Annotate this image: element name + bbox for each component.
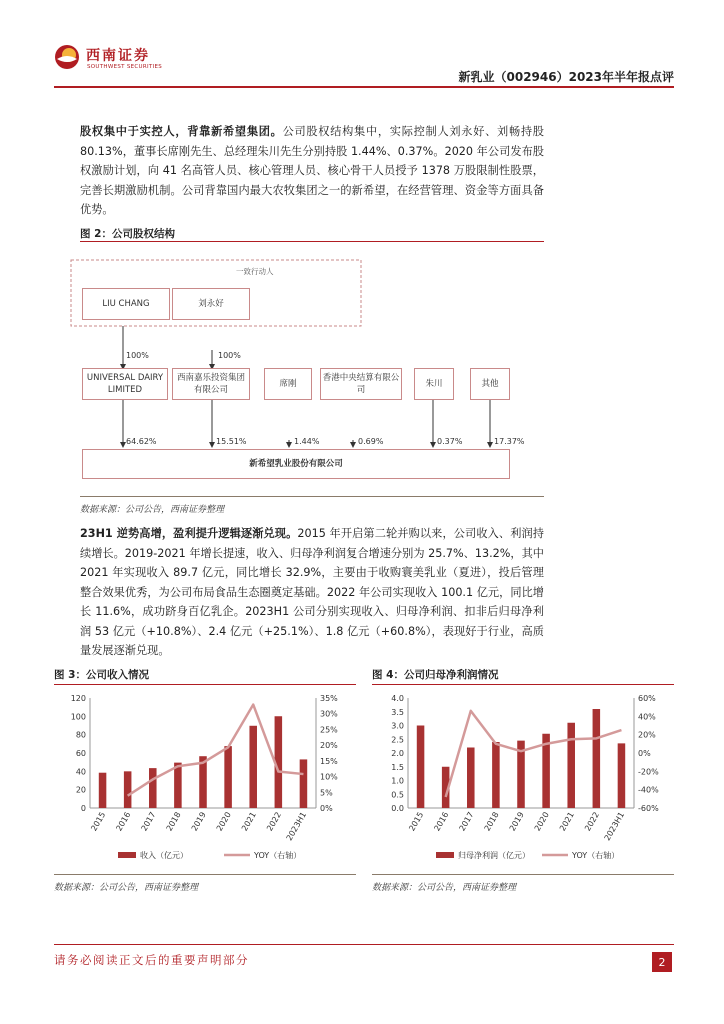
revenue-right-tick-label: 25% — [320, 725, 338, 735]
revenue-chart — [54, 688, 356, 870]
profit-left-tick-label: 0.5 — [391, 790, 404, 800]
revenue-left-tick-label: 80 — [75, 730, 86, 740]
revenue-category-label: 2022 — [265, 810, 284, 833]
revenue-category-label: 2019 — [189, 810, 208, 833]
profit-right-tick-label: 20% — [638, 730, 656, 740]
revenue-legend-bar-label: 收入（亿元） — [140, 851, 188, 860]
revenue-bar — [224, 746, 232, 808]
revenue-category-label: 2017 — [139, 810, 158, 833]
paragraph-growth — [80, 524, 544, 661]
concerted-action-label: 一致行动人 — [236, 267, 274, 276]
revenue-legend-bar-swatch — [118, 852, 136, 858]
revenue-right-tick-label: 0% — [320, 804, 333, 813]
profit-category-label: 2023H1 — [602, 810, 627, 843]
profit-right-tick-label: -60% — [638, 804, 659, 813]
profit-legend-bar-label: 归母净利润（亿元） — [458, 851, 530, 860]
revenue-category-label: 2015 — [89, 810, 108, 833]
profit-left-tick-label: 3.5 — [391, 707, 404, 717]
profit-left-tick-label: 1.5 — [391, 762, 404, 772]
profit-left-tick-label: 0.0 — [391, 804, 404, 813]
pct-hkscc: 0.69% — [358, 437, 384, 446]
revenue-bar — [124, 771, 132, 808]
profit-category-label: 2016 — [432, 810, 451, 833]
revenue-bar — [249, 726, 257, 808]
page-number: 2 — [652, 952, 672, 972]
profit-category-label: 2018 — [482, 810, 501, 833]
figure-2-top-rule — [80, 241, 544, 242]
revenue-bar — [174, 763, 182, 808]
profit-bar — [467, 748, 475, 809]
revenue-category-label: 2021 — [239, 810, 258, 833]
profit-left-tick-label: 3.0 — [391, 721, 404, 731]
box-universal-dairy: UNIVERSAL DAIRY LIMITED — [82, 368, 168, 400]
figure-4-source: 数据来源：公司公告，西南证券整理 — [372, 883, 517, 893]
footer-disclaimer: 请务必阅读正文后的重要声明部分 — [54, 953, 249, 967]
profit-category-label: 2020 — [532, 810, 551, 833]
profit-category-label: 2022 — [583, 810, 602, 833]
revenue-right-tick-label: 20% — [320, 741, 338, 751]
box-liu-chang: LIU CHANG — [82, 288, 170, 320]
revenue-right-tick-label: 5% — [320, 788, 333, 798]
profit-legend-bar-swatch — [436, 852, 454, 858]
revenue-category-label: 2018 — [164, 810, 183, 833]
revenue-left-tick-label: 120 — [70, 694, 86, 703]
box-hkscc: 香港中央结算有限公司 — [320, 368, 402, 400]
profit-right-tick-label: 0% — [638, 749, 651, 758]
profit-left-tick-label: 2.5 — [391, 735, 404, 745]
profit-right-tick-label: -20% — [638, 767, 659, 777]
profit-legend-line-label: YOY（右轴） — [572, 851, 620, 860]
revenue-right-tick-label: 10% — [320, 772, 338, 782]
figure-3-source: 数据来源：公司公告，西南证券整理 — [54, 883, 199, 893]
revenue-right-tick-label: 15% — [320, 756, 338, 766]
paragraph-growth-body: 2015 年开启第二轮并购以来，公司收入、利润持续增长。2019-2021 年增长提速，收入、归母净利润复合增速分别为 25.7%、13.2%，其中 2021 年实现收入 89.7 亿元，同比增长 32.9%，主要由于收购寰美乳业（夏进），投后管理整合效果优秀，为公司布局食品生态圈奠定基础。2022 年公司实现收入 100.1 亿元，同比增长 11.6%，成功跻身百亿乳企。2023H1 公司分别实现收入、归母净利润、扣非后归母净利润 53 亿元（+10.8%）、2.4 亿元（+25.1%）、1.8 亿元（+60.8%），表现好于行业，高质量发展逐渐兑现。 — [80, 527, 544, 657]
revenue-legend-line-label: YOY（右轴） — [254, 851, 302, 860]
revenue-left-tick-label: 0 — [80, 804, 86, 813]
figure-4-top-rule — [372, 684, 674, 685]
profit-left-tick-label: 4.0 — [391, 694, 404, 703]
figure-3-top-rule — [54, 684, 356, 685]
profit-bar — [417, 726, 425, 809]
profit-right-tick-label: 60% — [638, 694, 656, 703]
pct-zhu-chuan: 0.37% — [437, 437, 463, 446]
pct-xi-gang: 1.44% — [294, 437, 320, 446]
pct-universal-dairy: 64.62% — [126, 437, 157, 446]
profit-bar — [492, 742, 500, 808]
header-rule — [54, 86, 674, 88]
paragraph-equity — [80, 122, 544, 220]
net-profit-chart — [372, 688, 674, 870]
paragraph-equity-lead: 股权集中于实控人，背靠新希望集团。 — [80, 125, 283, 138]
profit-bar — [593, 709, 601, 808]
box-new-hope-dairy: 新希望乳业股份有限公司 — [82, 449, 510, 479]
pct-others: 17.37% — [494, 437, 525, 446]
revenue-bar — [300, 759, 308, 808]
profit-right-tick-label: -40% — [638, 785, 659, 795]
box-xinan-jiale: 西南嘉乐投资集团有限公司 — [172, 368, 250, 400]
pct-xinan-jiale: 15.51% — [216, 437, 247, 446]
revenue-left-tick-label: 100 — [70, 712, 86, 722]
figure-3-bottom-rule — [54, 874, 356, 875]
box-liu-yonghao: 刘永好 — [172, 288, 250, 320]
revenue-right-tick-label: 35% — [320, 694, 338, 703]
figure-3-title: 图 3：公司收入情况 — [54, 669, 149, 681]
figure-2-source: 数据来源：公司公告，西南证券整理 — [80, 505, 225, 515]
box-xi-gang: 席刚 — [264, 368, 312, 400]
profit-left-tick-label: 1.0 — [391, 776, 404, 786]
paragraph-growth-lead: 23H1 逆势高增，盈利提升逻辑逐渐兑现。 — [80, 527, 298, 540]
revenue-left-tick-label: 60 — [75, 749, 86, 758]
revenue-bar — [149, 768, 157, 808]
document-title: 新乳业（002946）2023年半年报点评 — [458, 70, 674, 84]
profit-category-label: 2017 — [457, 810, 476, 833]
pct-liu-yonghao: 100% — [218, 351, 241, 360]
revenue-category-label: 2016 — [114, 810, 133, 833]
figure-4-bottom-rule — [372, 874, 674, 875]
profit-category-label: 2019 — [507, 810, 526, 833]
paragraph-equity-body: 公司股权结构集中，实际控制人刘永好、刘畅持股 80.13%，董事长席刚先生、总经理朱川先生分别持股 1.44%、0.37%。2020 年公司发布股权激励计划，向 41 名高管人员、核心管理人员、核心骨干人员授予 1378 万股限制性股票，完善长期激励机制。公司背靠国内最大农牧集团之一的新希望，在经营管理、资金等方面具备优势。 — [80, 125, 544, 216]
revenue-right-tick-label: 30% — [320, 709, 338, 719]
revenue-bar — [99, 773, 107, 808]
profit-category-label: 2015 — [407, 810, 426, 833]
southwest-securities-logo-icon — [54, 44, 80, 70]
page-header — [54, 40, 674, 88]
profit-category-label: 2021 — [557, 810, 576, 833]
figure-4-title: 图 4：公司归母净利润情况 — [372, 669, 499, 681]
profit-bar — [618, 743, 626, 808]
logo-name: 西南证券 — [86, 48, 150, 64]
figure-2-bottom-rule — [80, 496, 544, 497]
revenue-left-tick-label: 40 — [75, 767, 86, 777]
logo-english: SOUTHWEST SECURITIES — [87, 64, 163, 70]
pct-liu-chang: 100% — [126, 351, 149, 360]
footer-rule — [54, 944, 674, 945]
revenue-category-label: 2023H1 — [284, 810, 309, 843]
box-others: 其他 — [470, 368, 510, 400]
profit-bar — [567, 723, 575, 808]
revenue-left-tick-label: 20 — [75, 785, 86, 795]
profit-left-tick-label: 2.0 — [391, 749, 404, 758]
figure-2-title: 图 2：公司股权结构 — [80, 228, 175, 240]
revenue-category-label: 2020 — [214, 810, 233, 833]
profit-right-tick-label: 40% — [638, 712, 656, 722]
box-zhu-chuan: 朱川 — [414, 368, 454, 400]
